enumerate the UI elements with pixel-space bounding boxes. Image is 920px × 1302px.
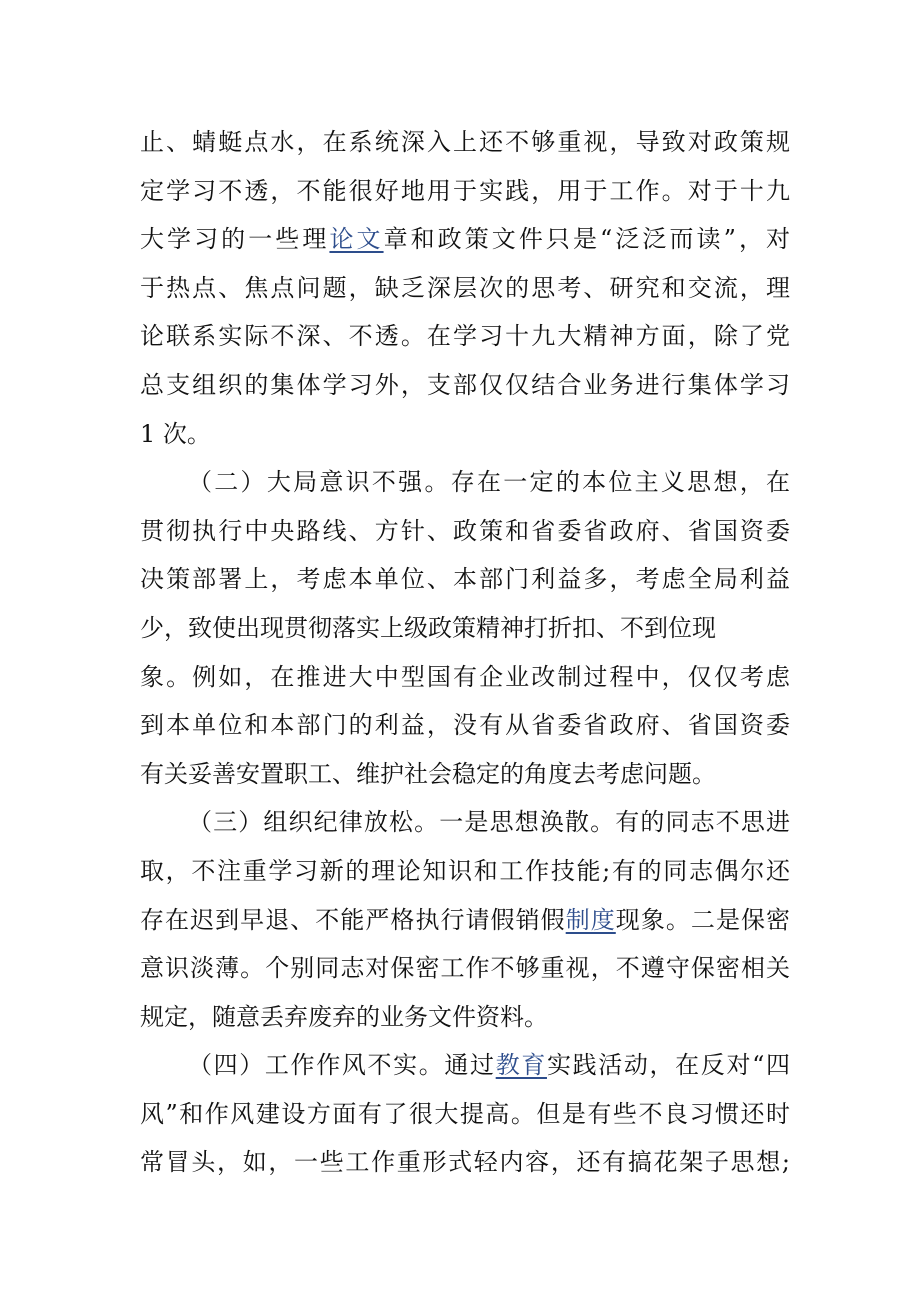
- link-lunwen[interactable]: 论文: [329, 225, 384, 254]
- text-line: 规定，随意丢弃废弃的业务文件资料。: [140, 1002, 548, 1031]
- paragraph-big-picture: [140, 458, 790, 798]
- text-line: 论联系实际不深、不透。在学习十九大精神方面，除了党: [140, 322, 790, 351]
- text-line: [140, 896, 790, 945]
- text-line: 贯彻执行中央路线、方针、政策和省委省政府、省国资委: [140, 516, 790, 545]
- text-segment: 现象。二是保密: [615, 905, 791, 934]
- link-jiaoyu[interactable]: 教育: [495, 1051, 547, 1080]
- paragraph-discipline: [140, 798, 790, 1041]
- paragraph-study: [140, 118, 790, 458]
- text-line: （三）组织纪律放松。一是思想涣散。有的同志不思进: [188, 808, 790, 837]
- link-zhidu[interactable]: 制度: [565, 905, 616, 934]
- text-line: 象。例如，在推进大中型国有企业改制过程中，仅仅考虑: [140, 662, 790, 691]
- text-line: 总支组织的集体学习外，支部仅仅结合业务进行集体学习: [140, 370, 790, 399]
- document-body: [140, 118, 790, 1187]
- text-line: 意识淡薄。个别同志对保密工作不够重视，不遵守保密相关: [140, 954, 790, 983]
- text-line: 定学习不透，不能很好地用于实践，用于工作。对于十九: [140, 176, 790, 205]
- text-line: 取，不注重学习新的理论知识和工作技能;有的同志偶尔还: [140, 856, 790, 885]
- text-line: 1 次。: [140, 419, 211, 448]
- text-segment: 存在迟到早退、不能严格执行请假销假: [140, 905, 566, 934]
- text-line: [140, 1041, 790, 1090]
- text-line: （二）大局意识不强。存在一定的本位主义思想，在: [188, 468, 790, 497]
- text-line: [140, 215, 790, 264]
- text-segment: 大学习的一些理: [140, 225, 330, 254]
- text-line: 有关妥善安置职工、维护社会稳定的角度去考虑问题。: [140, 759, 716, 788]
- paragraph-work-style: [140, 1041, 790, 1187]
- text-line: 于热点、焦点问题，缺乏深层次的思考、研究和交流，理: [140, 273, 790, 302]
- text-segment: （四）工作作风不实。通过: [188, 1051, 496, 1080]
- text-line: 风”和作风建设方面有了很大提高。但是有些不良习惯还时: [140, 1099, 790, 1128]
- text-line: 少，致使出现贯彻落实上级政策精神打折扣、不到位现: [140, 613, 716, 642]
- text-line: 到本单位和本部门的利益，没有从省委省政府、省国资委: [140, 711, 790, 740]
- text-line: 常冒头，如，一些工作重形式轻内容，还有搞花架子思想;: [140, 1148, 790, 1177]
- text-line: 决策部署上，考虑本单位、本部门利益多，考虑全局利益: [140, 565, 790, 594]
- text-segment: 实践活动，在反对“四: [546, 1051, 790, 1080]
- text-segment: 章和政策文件只是“泛泛而读”，对: [383, 225, 791, 254]
- text-line: 止、蜻蜓点水，在系统深入上还不够重视，导致对政策规: [140, 128, 790, 156]
